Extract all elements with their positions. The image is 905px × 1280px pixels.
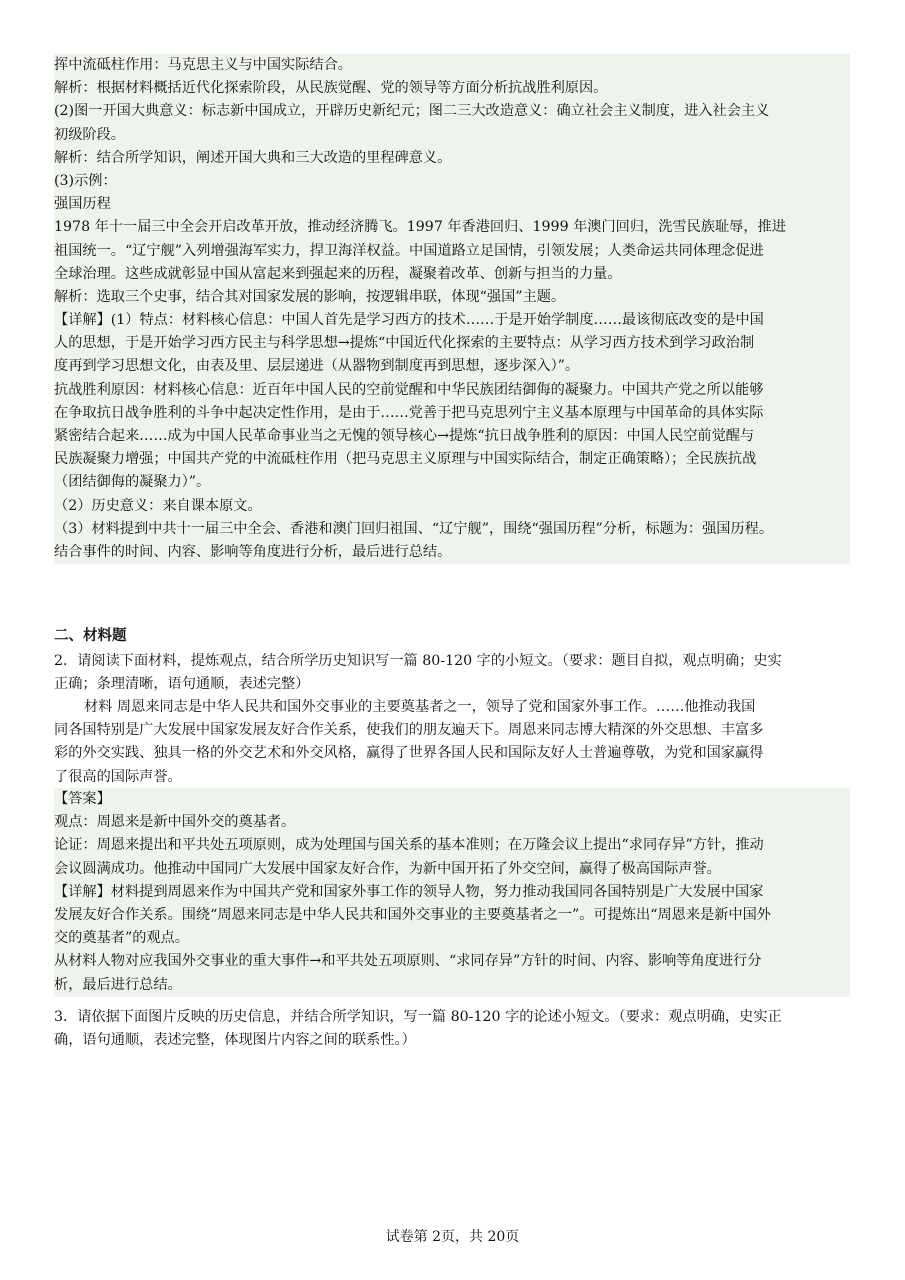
answer-block-part-1 xyxy=(54,54,850,564)
section-title: 二、材料题 xyxy=(54,627,127,644)
answer-block-1-line: 全球治理。这些成就彰显中国从富起来到强起来的历程，凝聚着改革、创新与担当的力量。 xyxy=(54,265,622,282)
answer-block-1-line: 挥中流砥柱作用：马克思主义与中国实际结合。 xyxy=(54,57,352,73)
question-3-line: 3．请依据下面图片反映的历史信息，并结合所学知识，写一篇 80-120 字的论述小短文。（要求：观点明确，史实正 xyxy=(54,1009,782,1025)
question-3 xyxy=(54,1006,850,1052)
answer-block-part-2 xyxy=(54,788,850,997)
answer-block-1-line: 祖国统一。“辽宁舰”入列增强海军实力，捍卫海洋权益。中国道路立足国情，引领发展；人类命运共同体理念促进 xyxy=(54,242,764,259)
answer-block-1-line: 【详解】(1）特点：材料核心信息：中国人首先是学习西方的技术……于是开始学制度……最该彻底改变的是中国 xyxy=(54,312,764,329)
answer-block-1-line: 在争取抗日战争胜利的斗争中起决定性作用，是由于……党善于把马克思列宁主义基本原理与中国革命的具体实际 xyxy=(54,404,764,421)
question-3-line: 确，语句通顺，表述完整，体现图片内容之间的联系性。） xyxy=(54,1032,416,1049)
question-2 xyxy=(54,650,850,696)
answer-block-1-line: (3)示例： xyxy=(54,172,117,189)
answer-block-1-line: 抗战胜利原因：材料核心信息：近百年中国人民的空前觉醒和中华民族团结御侮的凝聚力。中国共产党之所以能够 xyxy=(54,381,764,398)
answer-block-2-line: 观点：周恩来是新中国外交的奠基者。 xyxy=(54,814,296,831)
material-2 xyxy=(54,696,850,789)
material-2-line: 彩的外交实践、独具一格的外交艺术和外交风格，赢得了世界各国人民和国际友好人士普遍尊敬，为党和国家赢得 xyxy=(54,745,764,762)
answer-block-1-line: （2）历史意义：来自课本原文。 xyxy=(54,497,262,514)
answer-block-1-line: 民族凝聚力增强；中国共产党的中流砥柱作用（把马克思主义原理与中国实际结合，制定正确策略）；全民族抗战 xyxy=(54,451,757,468)
material-2-line: 同各国特别是广大发展中国家发展友好合作关系，使我们的朋友遍天下。周恩来同志博大精深的外交思想、丰富多 xyxy=(54,722,764,739)
answer-block-2-line: 论证：周恩来提出和平共处五项原则，成为处理国与国关系的基本准则；在万隆会议上提出“求同存异”方针，推动 xyxy=(54,837,764,854)
page-footer: 试卷第 2页，共 20页 xyxy=(385,1229,520,1245)
answer-block-1-line: 度再到学习思想文化，由表及里、层层递进（从器物到制度再到思想，逐步深入）”。 xyxy=(54,358,580,375)
answer-block-2-line: 从材料人物对应我国外交事业的重大事件→和平共处五项原则、“求同存异”方针的时间、内容、影响等角度进行分 xyxy=(54,953,762,970)
question-2-line: 正确；条理清晰，语句通顺，表述完整） xyxy=(54,676,310,693)
answer-block-1-line: 解析：根据材料概括近代化探索阶段，从民族觉醒、党的领导等方面分析抗战胜利原因。 xyxy=(54,80,608,97)
material-2-line: 材料 周恩来同志是中华人民共和国外交事业的主要奠基者之一，领导了党和国家外事工作。……他推动我国 xyxy=(84,699,756,715)
answer-block-2-line: 发展友好合作关系。围绕“周恩来同志是中华人民共和国外交事业的主要奠基者之一”。可提炼出“周恩来是新中国外 xyxy=(54,906,771,923)
answer-block-1-line: （3）材料提到中共十一届三中全会、香港和澳门回归祖国、“辽宁舰”，围绕“强国历程”分析，标题为：强国历程。 xyxy=(54,520,774,537)
answer-block-2-line: 【答案】 xyxy=(54,791,111,807)
answer-block-1-line: 解析：结合所学知识，阐述开国大典和三大改造的里程碑意义。 xyxy=(54,149,452,166)
material-2-line: 了很高的国际声誉。 xyxy=(54,768,182,785)
answer-block-1-line: 解析：选取三个史事，结合其对国家发展的影响，按逻辑串联，体现“强国”主题。 xyxy=(54,288,566,305)
answer-block-2-line: 【详解】材料提到周恩来作为中国共产党和国家外事工作的领导人物，努力推动我国同各国特别是广大发展中国家 xyxy=(54,883,764,900)
answer-block-1-line: 强国历程 xyxy=(54,196,111,213)
answer-block-1-line: 初级阶段。 xyxy=(54,126,125,143)
answer-block-1-line: 人的思想，于是开始学习西方民主与科学思想→提炼“中国近代化探索的主要特点：从学习西方技术到学习政治制 xyxy=(54,335,755,352)
question-2-line: 2．请阅读下面材料，提炼观点，结合所学历史知识写一篇 80-120 字的小短文。（要求：题目自拟，观点明确；史实 xyxy=(54,653,782,669)
answer-block-2-line: 析，最后进行总结。 xyxy=(54,976,182,993)
answer-block-2-line: 交的奠基者”的观点。 xyxy=(54,930,189,947)
answer-block-1-line: （团结御侮的凝聚力）”。 xyxy=(54,474,211,491)
answer-block-1-line: 结合事件的时间、内容、影响等角度进行分析，最后进行总结。 xyxy=(54,543,452,560)
answer-block-1-line: 1978 年十一届三中全会开启改革开放，推动经济腾飞。1997 年香港回归、1999 年澳门回归，洗雪民族耻辱，推进 xyxy=(54,219,786,236)
answer-block-1-line: (2)图一开国大典意义：标志新中国成立，开辟历史新纪元；图二三大改造意义：确立社会主义制度，进入社会主义 xyxy=(54,103,770,120)
answer-block-2-line: 会议圆满成功。他推动中国同广大发展中国家友好合作，为新中国开拓了外交空间，赢得了极高国际声誉。 xyxy=(54,860,721,877)
answer-block-1-line: 紧密结合起来……成为中国人民革命事业当之无愧的领导核心→提炼“抗日战争胜利的原因：中国人民空前觉醒与 xyxy=(54,428,755,444)
